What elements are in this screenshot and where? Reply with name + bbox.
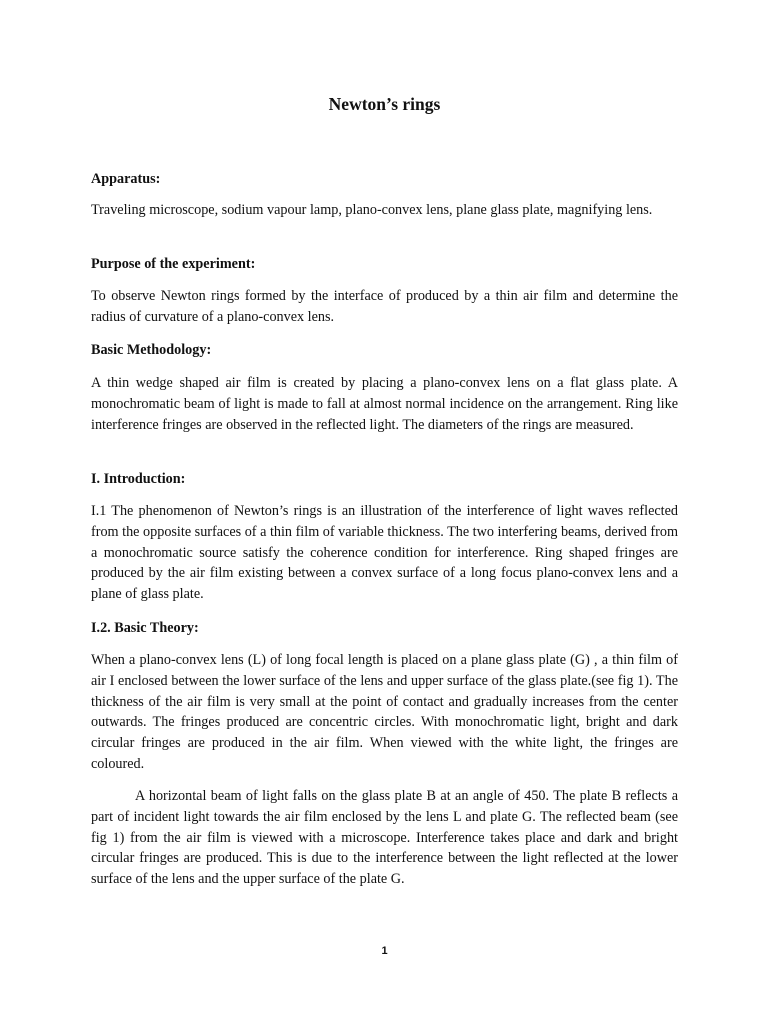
document-title: Newton’s rings <box>328 94 441 114</box>
paragraph-basic-theory-2: A horizontal beam of light falls on the glass plate B at an angle of 450. The plate B reflects a part of incident light towards the air film enclosed by the lens L and plate G. The reflected beam (see fig 1) from the air film is viewed with a microscope. Interference takes place and dark and bright circular fringes are produced. This is due to the interference between the light reflected at the lower surface of the lens and the upper surface of the plate G. <box>91 788 678 888</box>
paragraph-introduction: I.1 The phenomenon of Newton’s rings is an illustration of the interference of light waves reflected from the opposite surfaces of a thin film of variable thickness. The two interfering beams, derived from a monochromatic source satisfy the coherence condition for interference. Ring shaped fringes are produced by the air film existing between a convex surface of a long focus plano-convex lens and a plane of glass plate. <box>91 503 678 603</box>
paragraph-apparatus: Traveling microscope, sodium vapour lamp, plano-convex lens, plane glass plate, magnifying lens. <box>91 202 653 218</box>
heading-basic-theory: I.2. Basic Theory: <box>91 620 199 636</box>
document-page <box>91 0 678 1024</box>
heading-introduction: I. Introduction: <box>91 471 186 487</box>
heading-purpose: Purpose of the experiment: <box>91 256 256 272</box>
paragraph-basic-theory-1: When a plano-convex lens (L) of long focal length is placed on a plane glass plate (G) , a thin film of air I enclosed between the lower surface of the lens and upper surface of the glass plate.(see fig 1). The thickness of the air film is very small at the point of contact and gradually increases from the center outwards. The fringes produced are concentric circles. With monochromatic light, bright and dark circular fringes are produced in the air film. When viewed with the white light, the fringes are coloured. <box>91 652 678 772</box>
heading-basic-methodology: Basic Methodology: <box>91 342 212 358</box>
page-number: 1 <box>381 945 388 957</box>
paragraph-purpose: To observe Newton rings formed by the interface of produced by a thin air film and determine the radius of curvature of a plano-convex lens. <box>91 288 678 325</box>
paragraph-basic-methodology: A thin wedge shaped air film is created by placing a plano-convex lens on a flat glass plate. A monochromatic beam of light is made to fall at almost normal incidence on the arrangement. Ring like interference fringes are observed in the reflected light. The diameters of the rings are measured. <box>91 375 678 433</box>
heading-apparatus: Apparatus: <box>91 171 161 187</box>
